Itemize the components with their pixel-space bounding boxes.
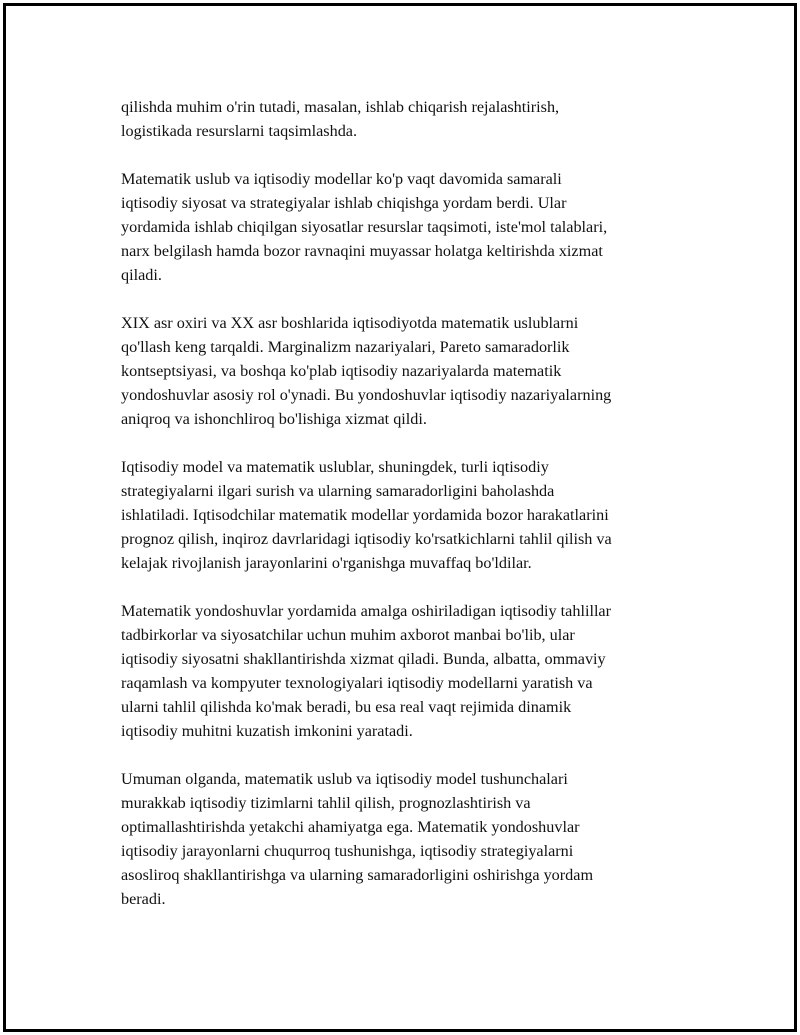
- text-line: Iqtisodiy model va matematik uslublar, shuningdek, turli iqtisodiy: [121, 458, 549, 476]
- text-line: Matematik uslub va iqtisodiy modellar ko'p vaqt davomida samarali: [121, 170, 562, 188]
- text-line: iqtisodiy jarayonlarni chuqurroq tushunishga, iqtisodiy strategiyalarni: [121, 842, 574, 860]
- text-line: qo'llash keng tarqaldi. Marginalizm nazariyalari, Pareto samaradorlik: [121, 338, 570, 356]
- text-line: yordamida ishlab chiqilgan siyosatlar resurslar taqsimoti, iste'mol talablari,: [121, 218, 608, 236]
- text-line: qilishda muhim o'rin tutadi, masalan, ishlab chiqarish rejalashtirish,: [121, 98, 560, 116]
- text-line: asosliroq shakllantirishga va ularning samaradorligini oshirishga yordam: [121, 866, 594, 884]
- text-line: iqtisodiy muhitni kuzatish imkonini yaratadi.: [121, 722, 413, 740]
- text-line: kelajak rivojlanish jarayonlarini o'rganishga muvaffaq bo'ldilar.: [121, 554, 532, 572]
- text-line: Umuman olganda, matematik uslub va iqtisodiy model tushunchalari: [121, 770, 568, 788]
- paragraph-6: [121, 767, 691, 911]
- text-line: iqtisodiy siyosat va strategiyalar ishlab chiqishga yordam berdi. Ular: [121, 194, 567, 212]
- paragraph-4: [121, 455, 691, 575]
- text-line: logistikada resurslarni taqsimlashda.: [121, 122, 358, 140]
- text-line: optimallashtirishda yetakchi ahamiyatga ega. Matematik yondoshuvlar: [121, 818, 580, 836]
- text-line: strategiyalarni ilgari surish va ularning samaradorligini baholashda: [121, 482, 555, 500]
- text-line: Matematik yondoshuvlar yordamida amalga oshiriladigan iqtisodiy tahlillar: [121, 602, 612, 620]
- text-line: prognoz qilish, inqiroz davrlaridagi iqtisodiy ko'rsatkichlarni tahlil qilish va: [121, 530, 612, 548]
- text-line: murakkab iqtisodiy tizimlarni tahlil qilish, prognozlashtirish va: [121, 794, 531, 812]
- text-line: kontseptsiyasi, va boshqa ko'plab iqtisodiy nazariyalarda matematik: [121, 362, 562, 380]
- paragraph-2: [121, 167, 691, 287]
- paragraph-3: [121, 311, 691, 431]
- text-line: raqamlash va kompyuter texnologiyalari iqtisodiy modellarni yaratish va: [121, 674, 593, 692]
- paragraph-5: [121, 599, 691, 743]
- paragraph-1: [121, 95, 691, 143]
- text-line: narx belgilash hamda bozor ravnaqini muyassar holatga keltirishda xizmat: [121, 242, 603, 260]
- text-line: ishlatiladi. Iqtisodchilar matematik modellar yordamida bozor harakatlarini: [121, 506, 609, 524]
- text-line: iqtisodiy siyosatni shakllantirishda xizmat qiladi. Bunda, albatta, ommaviy: [121, 650, 606, 668]
- text-line: XIX asr oxiri va XX asr boshlarida iqtisodiyotda matematik uslublarni: [121, 314, 579, 332]
- page-frame: [3, 3, 797, 1032]
- text-line: beradi.: [121, 890, 166, 908]
- text-line: tadbirkorlar va siyosatchilar uchun muhim axborot manbai bo'lib, ular: [121, 626, 575, 644]
- text-line: aniqroq va ishonchliroq bo'lishiga xizmat qildi.: [121, 410, 427, 428]
- document-body: [121, 95, 691, 935]
- text-line: yondoshuvlar asosiy rol o'ynadi. Bu yondoshuvlar iqtisodiy nazariyalarning: [121, 386, 612, 404]
- text-line: ularni tahlil qilishda ko'mak beradi, bu esa real vaqt rejimida dinamik: [121, 698, 572, 716]
- text-line: qiladi.: [121, 266, 162, 284]
